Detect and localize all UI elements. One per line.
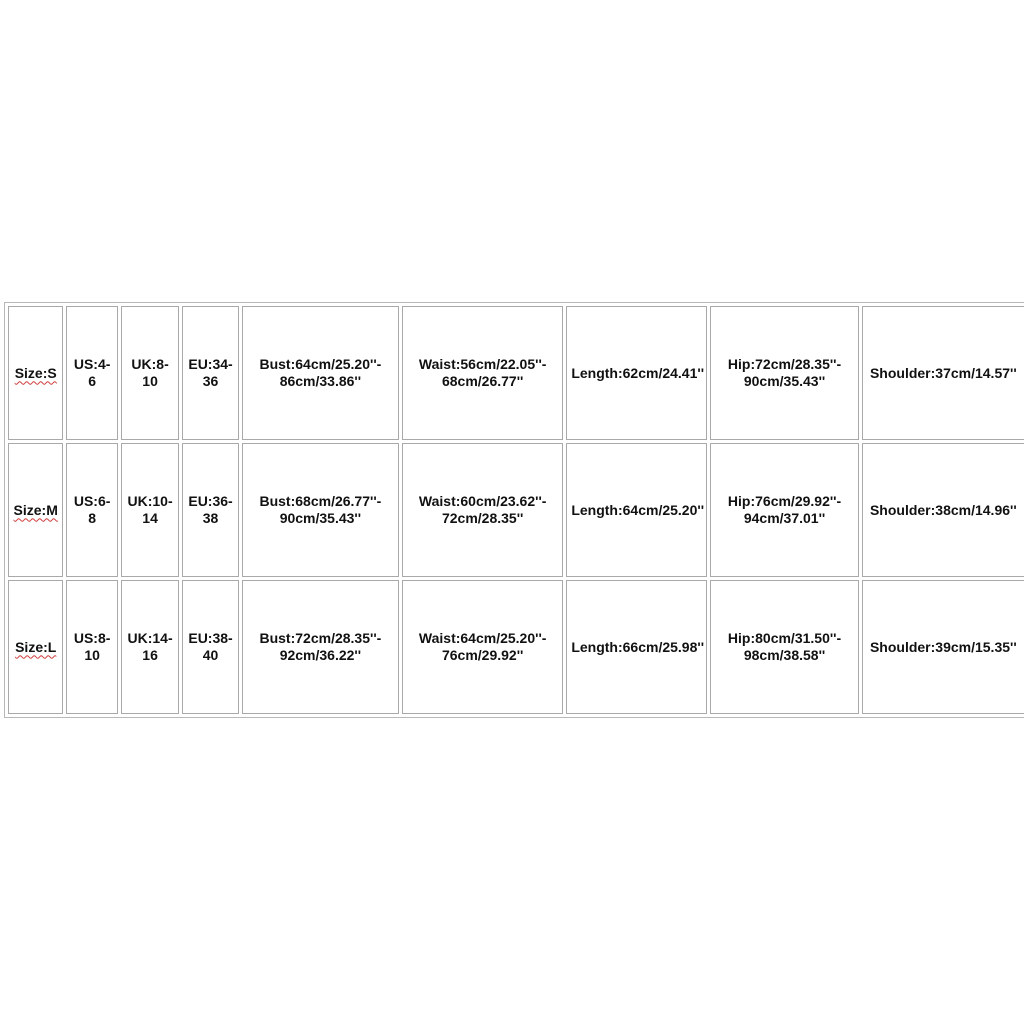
uk-size-cell: UK:8- 10: [121, 306, 179, 440]
size-cell: Size:M: [8, 443, 63, 577]
eu-size-cell: EU:36- 38: [182, 443, 238, 577]
hip-cell: Hip:72cm/28.35''- 90cm/35.43'': [710, 306, 858, 440]
table-row: [8, 443, 1024, 577]
bust-cell: Bust:64cm/25.20''- 86cm/33.86'': [242, 306, 399, 440]
size-cell: Size:S: [8, 306, 63, 440]
eu-size-cell: EU:34- 36: [182, 306, 238, 440]
bust-cell: Bust:68cm/26.77''- 90cm/35.43'': [242, 443, 399, 577]
length-cell: Length:66cm/25.98'': [566, 580, 707, 714]
size-cell: Size:L: [8, 580, 63, 714]
table-row: [8, 580, 1024, 714]
shoulder-cell: Shoulder:37cm/14.57'': [862, 306, 1024, 440]
length-cell: Length:64cm/25.20'': [566, 443, 707, 577]
eu-size-cell: EU:38- 40: [182, 580, 238, 714]
hip-cell: Hip:76cm/29.92''- 94cm/37.01'': [710, 443, 858, 577]
waist-cell: Waist:60cm/23.62''- 72cm/28.35'': [402, 443, 563, 577]
uk-size-cell: UK:10- 14: [121, 443, 179, 577]
size-chart-table: [4, 302, 1024, 718]
uk-size-cell: UK:14- 16: [121, 580, 179, 714]
length-cell: Length:62cm/24.41'': [566, 306, 707, 440]
us-size-cell: US:6- 8: [66, 443, 117, 577]
bust-cell: Bust:72cm/28.35''- 92cm/36.22'': [242, 580, 399, 714]
hip-cell: Hip:80cm/31.50''- 98cm/38.58'': [710, 580, 858, 714]
us-size-cell: US:8- 10: [66, 580, 117, 714]
waist-cell: Waist:56cm/22.05''- 68cm/26.77'': [402, 306, 563, 440]
shoulder-cell: Shoulder:39cm/15.35'': [862, 580, 1024, 714]
table-row: [8, 306, 1024, 440]
shoulder-cell: Shoulder:38cm/14.96'': [862, 443, 1024, 577]
us-size-cell: US:4- 6: [66, 306, 117, 440]
waist-cell: Waist:64cm/25.20''- 76cm/29.92'': [402, 580, 563, 714]
